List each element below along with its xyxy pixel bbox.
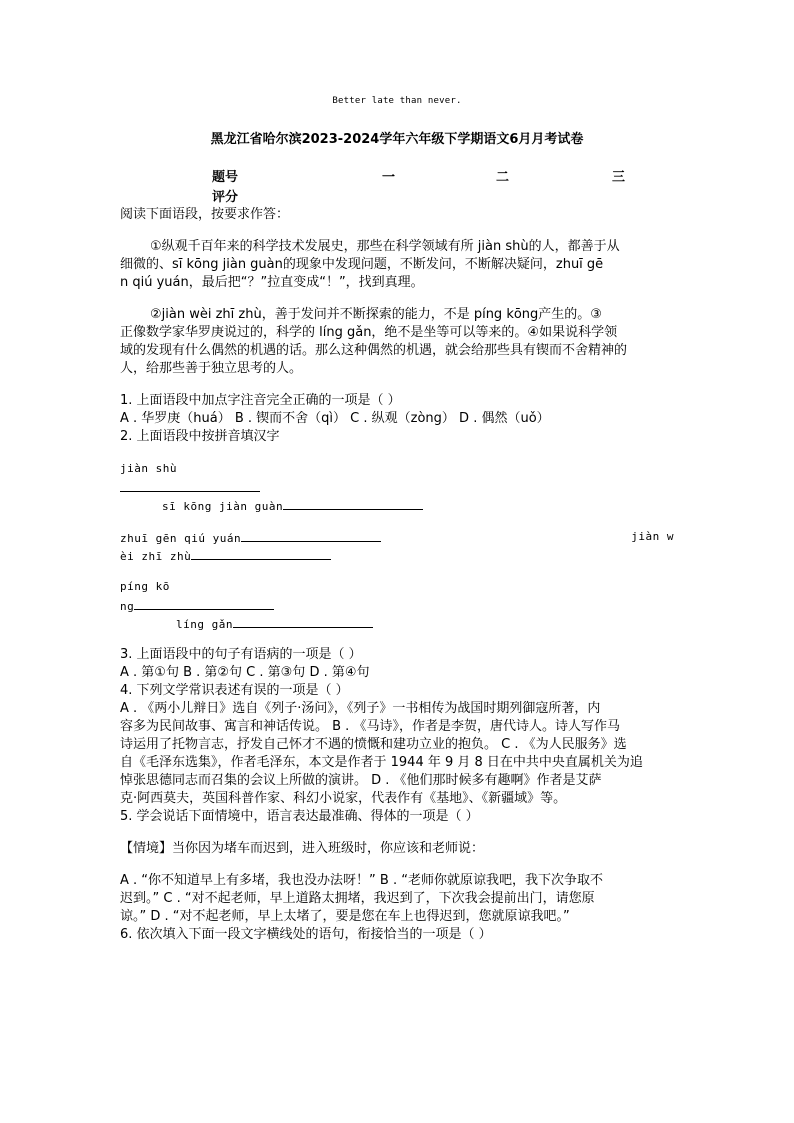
q4-line: 容多为民间故事、寓言和神话传说。 B . 《马诗》，作者是李贺，唐代诗人。诗人写作马	[120, 719, 620, 734]
q2-stem: 2. 上面语段中按拼音填汉字	[120, 429, 280, 444]
answer-blank[interactable]	[134, 596, 274, 610]
q2-blank-row	[120, 546, 678, 564]
q5-line: 谅。” D . “对不起老师，早上太堵了，要是您在车上也得迟到，您就原谅我吧。”	[120, 909, 570, 924]
para2-line: 正像数学家华罗庚说过的，科学的 líng gǎn，绝不是坐等可以等来的。④如果说科学领	[120, 325, 618, 340]
q4-line: 悼张思德同志而召集的会议上所做的演讲。 D . 《他们那时候多有趣啊》作者是艾萨	[120, 773, 602, 788]
q5-line: A . “你不知道早上有多堵，我也没办法呀！” B . “老师你就原谅我吧，我下次争取不	[120, 873, 603, 888]
q2-blank-row	[120, 478, 678, 496]
score-table-score-row	[212, 186, 642, 206]
para2-line: ②jiàn wèi zhī zhù，善于发问并不断探索的能力，不是 píng kōng产生的。③	[150, 307, 602, 322]
q1-options: A . 华罗庚（huá） B . 锲而不舍（qì） C . 纵观（zòng） D . 偶然（uǒ）	[120, 411, 550, 426]
para1-line: ①纵观千百年来的科学技术发展史，那些在科学领域有所 jiàn shù的人，都善于从	[150, 239, 620, 254]
answer-blank[interactable]	[241, 528, 381, 542]
q2-blank-row	[120, 614, 678, 632]
score-row-label: 评分	[212, 190, 239, 205]
para1-line: n qiú yuán，最后把“？”拉直变成“！”，找到真理。	[120, 275, 424, 290]
answer-blank[interactable]	[120, 478, 260, 492]
q2-blank-row	[120, 578, 678, 596]
pinyin-label: ng	[120, 600, 135, 613]
q2-blank-row	[120, 596, 678, 614]
pinyin-label: sī kōng jiàn guàn	[162, 500, 284, 513]
pinyin-label: zhuī gēn qiú yuán	[120, 532, 242, 545]
score-table-header-row	[212, 166, 642, 186]
answer-blank[interactable]	[233, 614, 373, 628]
para2-line: 域的发现有什么偶然的机遇的话。那么这种偶然的机遇，就会给那些具有锲而不舍精神的	[120, 343, 628, 358]
exam-title: 黑龙江省哈尔滨2023-2024学年六年级下学期语文6月月考试卷	[210, 132, 584, 147]
score-table	[212, 166, 642, 206]
q3-stem: 3. 上面语段中的句子有语病的一项是（ ）	[120, 647, 362, 662]
q2-blank-row	[120, 528, 678, 546]
q4-stem: 4. 下列文学常识表述有误的一项是（ ）	[120, 683, 349, 698]
pinyin-label: èi zhī zhù	[120, 550, 192, 563]
pinyin-label: líng gǎn	[176, 618, 233, 631]
q6-stem: 6. 依次填入下面一段文字横线处的语句，衔接恰当的一项是（ ）	[120, 927, 492, 942]
q1-stem: 1. 上面语段中加点字注音完全正确的一项是（ ）	[120, 393, 401, 408]
pinyin-label: píng kō	[120, 580, 170, 593]
score-col-2: 二	[496, 170, 510, 185]
para2-line: 人，给那些善于独立思考的人。	[120, 361, 303, 376]
q5-stem: 5. 学会说话下面情境中，语言表达最准确、得体的一项是（ ）	[120, 809, 479, 824]
score-col-3: 三	[612, 170, 626, 185]
exam-body	[120, 206, 678, 944]
q4-line: 自《毛泽东选集》，作者毛泽东，本文是作者于 1944 年 9 月 8 日在中共中央直属机关为追	[120, 755, 643, 770]
q4-line: 诗运用了托物言志，抒发自己怀才不遇的愤慨和建功立业的抱负。 C . 《为人民服务》选	[120, 737, 627, 752]
q5-line: 迟到。” C . “对不起老师，早上道路太拥堵，我迟到了，下次我会提前出门，请您原	[120, 891, 595, 906]
motto-header: Better late than never.	[332, 96, 462, 106]
answer-blank[interactable]	[191, 546, 331, 560]
q2-blank-row	[120, 460, 678, 478]
q4-line: A . 《两小儿辩日》选自《列子·汤问》，《列子》一书相传为战国时期列御寇所著，内	[120, 701, 601, 716]
pinyin-label: jiàn shù	[120, 462, 177, 475]
score-col-1: 一	[382, 170, 396, 185]
q2-blank-row	[120, 496, 678, 514]
q4-line: 克·阿西莫夫，英国科普作家、科幻小说家，代表作有《基地》、《新疆域》等。	[120, 791, 567, 806]
answer-blank[interactable]	[283, 496, 423, 510]
instruction: 阅读下面语段，按要求作答：	[120, 207, 290, 222]
q5-situation: 【情境】当你因为堵车而迟到，进入班级时，你应该和老师说：	[120, 841, 485, 856]
q3-options: A . 第①句 B . 第②句 C . 第③句 D . 第④句	[120, 665, 370, 680]
pinyin-label: jiàn w	[631, 530, 674, 543]
score-header-label: 题号	[212, 170, 239, 185]
para1-line: 细微的、sī kōng jiàn guàn的现象中发现问题，不断发问，不断解决疑问，zhuī gē	[120, 257, 604, 272]
